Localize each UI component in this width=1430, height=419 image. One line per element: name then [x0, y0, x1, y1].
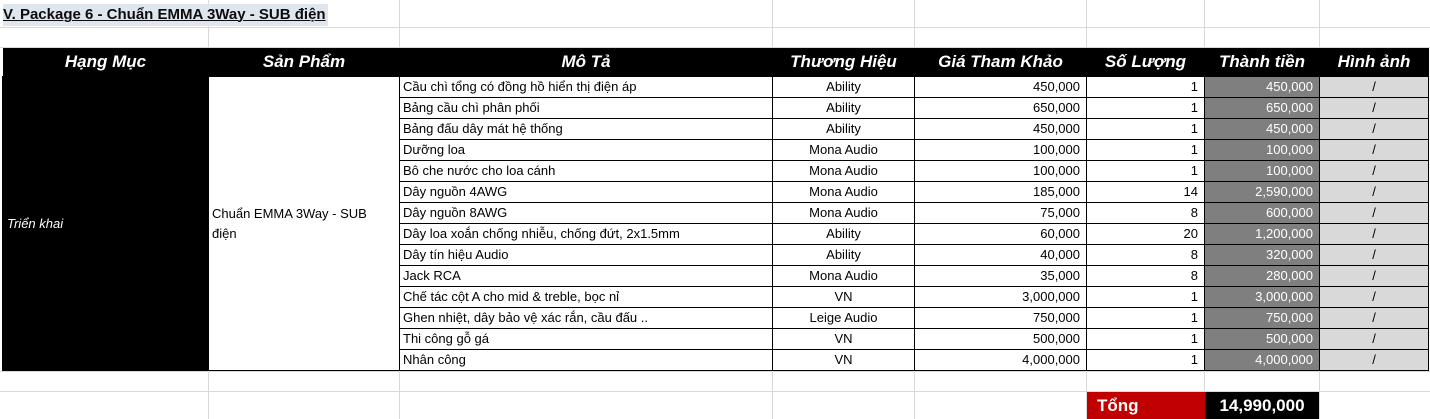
image-cell[interactable]: /: [1320, 308, 1429, 329]
image-cell[interactable]: /: [1320, 77, 1429, 98]
line-total-cell[interactable]: 100,000: [1205, 140, 1320, 161]
line-total-cell[interactable]: 320,000: [1205, 245, 1320, 266]
price-cell[interactable]: 35,000: [915, 266, 1087, 287]
brand-cell[interactable]: Ability: [773, 77, 915, 98]
description-cell[interactable]: Thi công gỗ gá: [400, 329, 773, 350]
brand-cell[interactable]: Ability: [773, 245, 915, 266]
line-total-cell[interactable]: 650,000: [1205, 98, 1320, 119]
price-cell[interactable]: 500,000: [915, 329, 1087, 350]
brand-cell[interactable]: VN: [773, 287, 915, 308]
quantity-cell[interactable]: 8: [1087, 266, 1205, 287]
price-cell[interactable]: 3,000,000: [915, 287, 1087, 308]
quantity-cell[interactable]: 8: [1087, 203, 1205, 224]
quantity-cell[interactable]: 1: [1087, 77, 1205, 98]
brand-cell[interactable]: VN: [773, 329, 915, 350]
header-brand[interactable]: Thương Hiệu: [773, 48, 915, 77]
grand-total-label[interactable]: Tổng: [1087, 392, 1205, 419]
line-total-cell[interactable]: 280,000: [1205, 266, 1320, 287]
image-cell[interactable]: /: [1320, 266, 1429, 287]
header-quantity[interactable]: Số Lượng: [1087, 48, 1205, 77]
quantity-cell[interactable]: 1: [1087, 161, 1205, 182]
brand-cell[interactable]: Mona Audio: [773, 140, 915, 161]
price-cell[interactable]: 100,000: [915, 161, 1087, 182]
quantity-cell[interactable]: 14: [1087, 182, 1205, 203]
package-table: [2, 48, 1429, 371]
line-total-cell[interactable]: 4,000,000: [1205, 350, 1320, 371]
price-cell[interactable]: 4,000,000: [915, 350, 1087, 371]
quantity-cell[interactable]: 1: [1087, 329, 1205, 350]
image-cell[interactable]: /: [1320, 224, 1429, 245]
description-cell[interactable]: Dây tín hiệu Audio: [400, 245, 773, 266]
price-cell[interactable]: 450,000: [915, 119, 1087, 140]
quantity-cell[interactable]: 1: [1087, 119, 1205, 140]
header-description[interactable]: Mô Tả: [400, 48, 773, 77]
brand-cell[interactable]: Mona Audio: [773, 266, 915, 287]
description-cell[interactable]: Bô che nước cho loa cánh: [400, 161, 773, 182]
price-cell[interactable]: 75,000: [915, 203, 1087, 224]
line-total-cell[interactable]: 100,000: [1205, 161, 1320, 182]
brand-cell[interactable]: Ability: [773, 98, 915, 119]
price-cell[interactable]: 60,000: [915, 224, 1087, 245]
description-cell[interactable]: Dây loa xoắn chống nhiễu, chống đứt, 2x1.5mm: [400, 224, 773, 245]
brand-cell[interactable]: Mona Audio: [773, 203, 915, 224]
brand-cell[interactable]: Ability: [773, 119, 915, 140]
description-cell[interactable]: Bảng cầu chì phân phối: [400, 98, 773, 119]
description-cell[interactable]: Chế tác cột A cho mid & treble, bọc nỉ: [400, 287, 773, 308]
header-product[interactable]: Sản Phẩm: [209, 48, 400, 77]
quantity-cell[interactable]: 1: [1087, 287, 1205, 308]
price-cell[interactable]: 185,000: [915, 182, 1087, 203]
price-cell[interactable]: 100,000: [915, 140, 1087, 161]
price-cell[interactable]: 650,000: [915, 98, 1087, 119]
quantity-cell[interactable]: 1: [1087, 140, 1205, 161]
product-cell[interactable]: Chuẩn EMMA 3Way - SUB điện: [209, 77, 400, 371]
description-cell[interactable]: Nhân công: [400, 350, 773, 371]
description-cell[interactable]: Dây nguồn 8AWG: [400, 203, 773, 224]
header-category[interactable]: Hạng Mục: [3, 48, 209, 77]
brand-cell[interactable]: Mona Audio: [773, 182, 915, 203]
line-total-cell[interactable]: 2,590,000: [1205, 182, 1320, 203]
line-total-cell[interactable]: 450,000: [1205, 119, 1320, 140]
brand-cell[interactable]: Mona Audio: [773, 161, 915, 182]
header-row: [3, 48, 1429, 77]
header-reference-price[interactable]: Giá Tham Khảo: [915, 48, 1087, 77]
quantity-cell[interactable]: 1: [1087, 350, 1205, 371]
image-cell[interactable]: /: [1320, 140, 1429, 161]
grand-total-value[interactable]: 14,990,000: [1205, 392, 1319, 419]
brand-cell[interactable]: Ability: [773, 224, 915, 245]
image-cell[interactable]: /: [1320, 287, 1429, 308]
header-line-total[interactable]: Thành tiền: [1205, 48, 1320, 77]
description-cell[interactable]: Jack RCA: [400, 266, 773, 287]
package-title: V. Package 6 - Chuẩn EMMA 3Way - SUB điện: [3, 4, 328, 26]
line-total-cell[interactable]: 450,000: [1205, 77, 1320, 98]
image-cell[interactable]: /: [1320, 350, 1429, 371]
image-cell[interactable]: /: [1320, 161, 1429, 182]
brand-cell[interactable]: VN: [773, 350, 915, 371]
image-cell[interactable]: /: [1320, 245, 1429, 266]
description-cell[interactable]: Cầu chì tổng có đồng hồ hiển thị điện áp: [400, 77, 773, 98]
table-row: [3, 77, 1429, 98]
quantity-cell[interactable]: 1: [1087, 98, 1205, 119]
header-image[interactable]: Hình ảnh: [1320, 48, 1429, 77]
brand-cell[interactable]: Leige Audio: [773, 308, 915, 329]
image-cell[interactable]: /: [1320, 329, 1429, 350]
image-cell[interactable]: /: [1320, 98, 1429, 119]
image-cell[interactable]: /: [1320, 119, 1429, 140]
line-total-cell[interactable]: 600,000: [1205, 203, 1320, 224]
description-cell[interactable]: Ghen nhiệt, dây bảo vệ xác rắn, cầu đấu ..: [400, 308, 773, 329]
quantity-cell[interactable]: 8: [1087, 245, 1205, 266]
line-total-cell[interactable]: 500,000: [1205, 329, 1320, 350]
quantity-cell[interactable]: 20: [1087, 224, 1205, 245]
description-cell[interactable]: Dưỡng loa: [400, 140, 773, 161]
price-cell[interactable]: 450,000: [915, 77, 1087, 98]
description-cell[interactable]: Bảng đấu dây mát hệ thống: [400, 119, 773, 140]
price-cell[interactable]: 40,000: [915, 245, 1087, 266]
image-cell[interactable]: /: [1320, 182, 1429, 203]
line-total-cell[interactable]: 750,000: [1205, 308, 1320, 329]
quantity-cell[interactable]: 1: [1087, 308, 1205, 329]
line-total-cell[interactable]: 1,200,000: [1205, 224, 1320, 245]
description-cell[interactable]: Dây nguồn 4AWG: [400, 182, 773, 203]
category-cell[interactable]: Triển khai: [3, 77, 209, 371]
price-cell[interactable]: 750,000: [915, 308, 1087, 329]
line-total-cell[interactable]: 3,000,000: [1205, 287, 1320, 308]
image-cell[interactable]: /: [1320, 203, 1429, 224]
